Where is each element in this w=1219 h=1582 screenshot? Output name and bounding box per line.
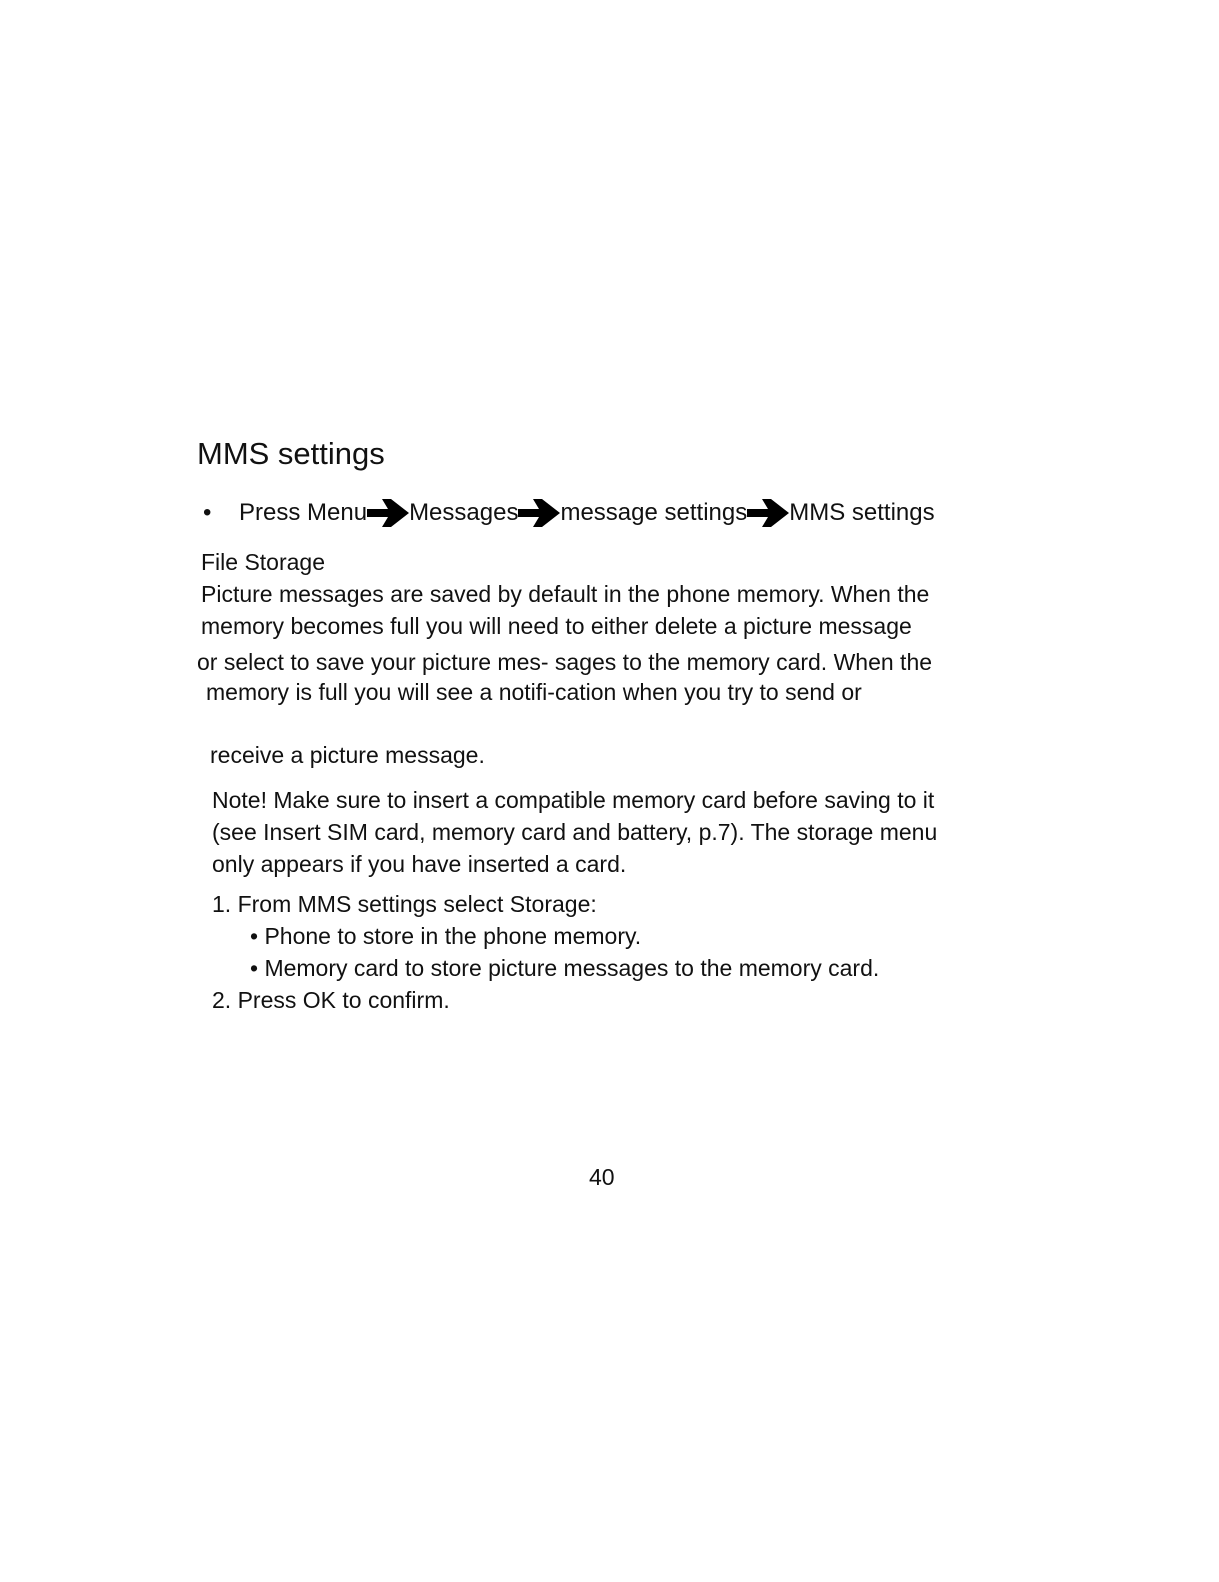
nav-step-messages: Messages bbox=[409, 499, 519, 526]
right-arrow-icon bbox=[746, 498, 790, 528]
step-item: 2. Press OK to confirm. bbox=[212, 987, 450, 1013]
nav-step-mms-settings: MMS settings bbox=[789, 499, 935, 526]
section-title: File Storage bbox=[201, 549, 326, 575]
right-arrow-icon bbox=[517, 498, 561, 528]
bullet: • bbox=[203, 499, 212, 526]
paragraph-line: receive a picture message. bbox=[210, 742, 485, 768]
paragraph-line: memory is full you will see a notifi-cation when you try to send or bbox=[206, 679, 862, 705]
page-number: 40 bbox=[589, 1164, 615, 1190]
page-title: MMS settings bbox=[197, 436, 385, 471]
note-line: (see Insert SIM card, memory card and battery, p.7). The storage menu bbox=[212, 819, 938, 845]
step-item: 1. From MMS settings select Storage: bbox=[212, 891, 597, 917]
paragraph-line: memory becomes full you will need to either delete a picture message bbox=[201, 613, 912, 639]
paragraph-line: Picture messages are saved by default in the phone memory. When the bbox=[201, 581, 930, 607]
note-line: Note! Make sure to insert a compatible memory card before saving to it bbox=[212, 787, 935, 813]
paragraph-line: or select to save your picture mes- sages to the memory card. When the bbox=[197, 649, 933, 675]
nav-step-message-settings: message settings bbox=[560, 499, 748, 526]
step-sub-item: • Phone to store in the phone memory. bbox=[250, 923, 642, 949]
menu-navigation-path bbox=[203, 498, 935, 528]
note-line: only appears if you have inserted a card. bbox=[212, 851, 627, 877]
nav-step-press-menu: Press Menu bbox=[239, 499, 368, 526]
right-arrow-icon bbox=[366, 498, 410, 528]
step-sub-item: • Memory card to store picture messages to the memory card. bbox=[250, 955, 880, 981]
